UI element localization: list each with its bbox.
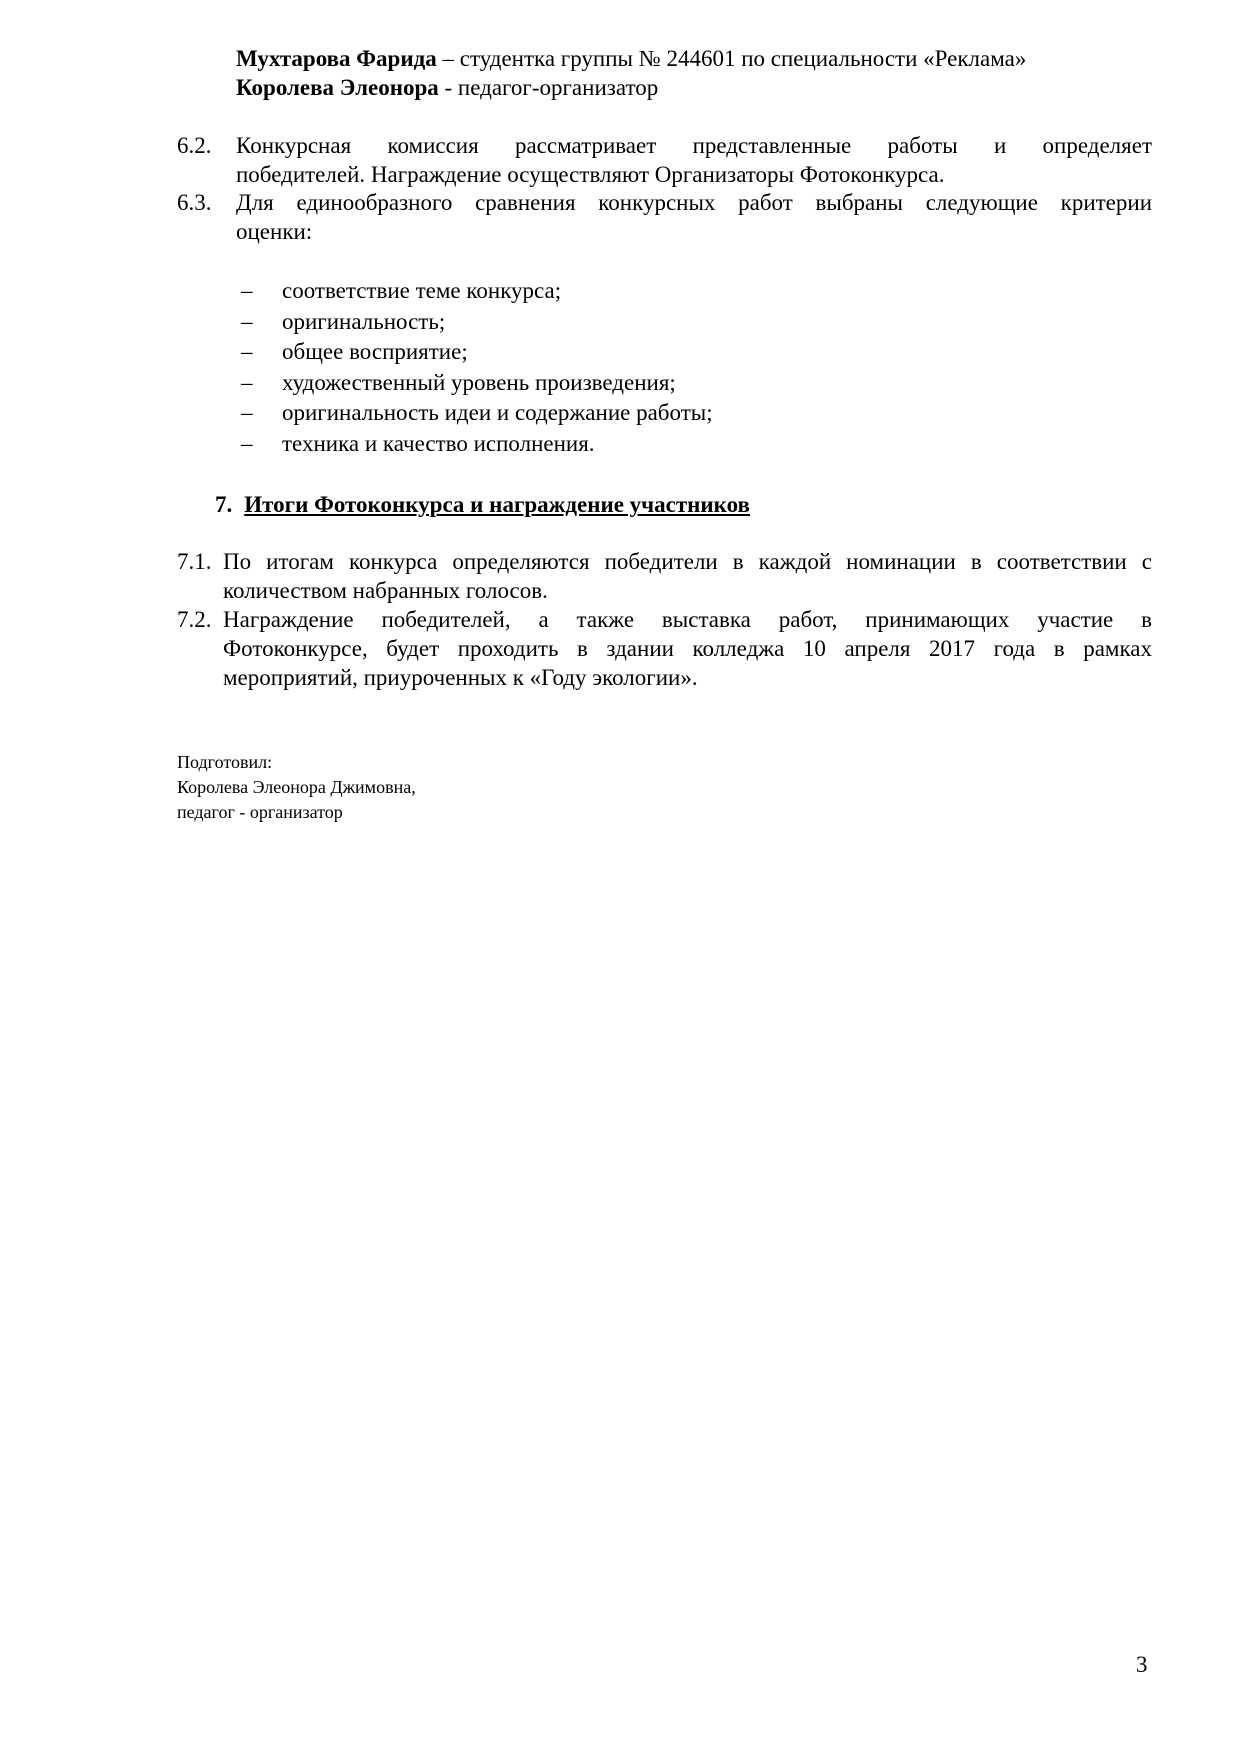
- signature-name: Королева Элеонора Джимовна,: [177, 777, 416, 797]
- clause-7-2: [177, 605, 1152, 692]
- criteria-text: оригинальность;: [282, 308, 446, 334]
- signature-label: Подготовил:: [177, 752, 273, 772]
- criteria-text: техника и качество исполнения.: [282, 430, 595, 456]
- clause-text: [223, 605, 1152, 692]
- criteria-item: [241, 398, 941, 429]
- jury-member-name: Мухтарова Фарида: [236, 46, 437, 71]
- section-number: 7.: [215, 492, 233, 517]
- jury-list: [236, 44, 1176, 102]
- jury-member: [236, 44, 1176, 73]
- list-dash: –: [241, 430, 253, 456]
- criteria-text: оригинальность идеи и содержание работы;: [282, 400, 713, 425]
- clause-line: победителей. Награждение осуществляют Организаторы Фотоконкурса.: [236, 162, 945, 187]
- clause-line: Награждение победителей, а также выставка работ, принимающих участие в: [223, 607, 1152, 632]
- criteria-list: [241, 276, 941, 459]
- criteria-item: [241, 429, 941, 460]
- list-dash: –: [241, 400, 253, 425]
- section-title: Итоги Фотоконкурса и награждение участников: [244, 492, 750, 517]
- clause-line: оценки:: [236, 219, 313, 244]
- criteria-item: [241, 307, 941, 338]
- clause-number: 6.3.: [177, 190, 212, 215]
- jury-member-role: - педагог-организатор: [438, 75, 659, 100]
- clause-number: 7.2.: [177, 607, 212, 632]
- clause-line: количеством набранных голосов.: [223, 578, 548, 603]
- list-dash: –: [241, 308, 253, 334]
- clause-text: [236, 131, 1152, 189]
- list-dash: –: [241, 278, 253, 303]
- clause-number: 7.1.: [177, 549, 212, 574]
- section-heading: [215, 490, 750, 519]
- clause-6-3: [177, 188, 1152, 246]
- criteria-item: [241, 368, 941, 399]
- jury-member-role: – студентка группы № 244601 по специальности «Реклама»: [436, 46, 1027, 71]
- clause-7-1: [177, 547, 1152, 605]
- clause-line: По итогам конкурса определяются победители в каждой номинации в соответствии с: [223, 549, 1152, 574]
- clause-6-2: [177, 131, 1152, 189]
- list-dash: –: [241, 369, 253, 395]
- clause-line: Для единообразного сравнения конкурсных работ выбраны следующие критерии: [236, 190, 1152, 215]
- page-number: 3: [1136, 1652, 1148, 1677]
- jury-member: [236, 73, 1176, 102]
- clause-line: Фотоконкурсе, будет проходить в здании колледжа 10 апреля 2017 года в рамках: [223, 636, 1152, 661]
- clause-text: [236, 188, 1152, 246]
- criteria-text: общее восприятие;: [282, 339, 468, 364]
- clause-line: мероприятий, приуроченных к «Году экологии».: [223, 665, 698, 690]
- clause-text: [223, 547, 1152, 605]
- signature-block: [177, 750, 416, 825]
- criteria-item: [241, 337, 941, 368]
- criteria-item: [241, 276, 941, 307]
- clause-line: Конкурсная комиссия рассматривает представленные работы и определяет: [236, 133, 1152, 158]
- jury-member-name: Королева Элеонора: [236, 75, 439, 100]
- clause-number: 6.2.: [177, 133, 212, 158]
- criteria-text: художественный уровень произведения;: [282, 369, 676, 395]
- criteria-text: соответствие теме конкурса;: [282, 278, 562, 303]
- list-dash: –: [241, 339, 253, 364]
- signature-position: педагог - организатор: [177, 802, 343, 822]
